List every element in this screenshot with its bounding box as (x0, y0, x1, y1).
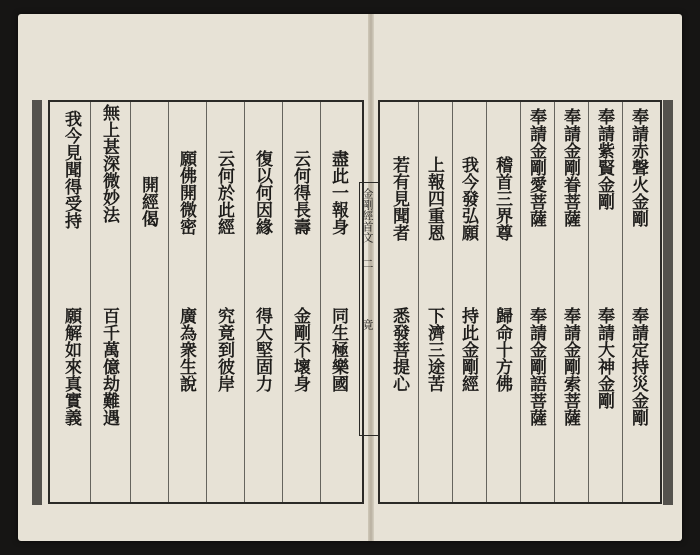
verse-line: 盡此一報身 (328, 150, 348, 235)
verse-line: 得大堅固力 (252, 307, 272, 392)
verse-line: 悉發菩提心 (389, 307, 409, 392)
column-rule (486, 102, 487, 502)
section-title: 開經偈 (138, 176, 158, 227)
verse-line: 下濟三途苦 (424, 307, 444, 392)
verse-line: 同生極樂國 (328, 307, 348, 392)
verse-line: 我今發弘願 (458, 156, 478, 241)
verse-line: 奉請金剛索菩薩 (560, 307, 580, 426)
verse-line: 復以何因緣 (252, 150, 272, 235)
verse-line: 廣為衆生說 (176, 307, 196, 392)
verse-line: 金剛不壞身 (290, 307, 310, 392)
spine-page-number: 二 (361, 258, 374, 269)
verse-line: 願佛開微密 (176, 150, 196, 235)
column-rule (588, 102, 589, 502)
verse-line: 奉請金剛眷菩薩 (560, 108, 580, 227)
verse-line: 云何得長壽 (290, 150, 310, 235)
column-rule (130, 102, 131, 502)
verse-line: 我今見聞得受持 (61, 110, 81, 229)
verse-line: 奉請定持災金剛 (628, 307, 648, 426)
verse-line: 奉請大神金剛 (594, 307, 614, 409)
verse-line: 奉請赤聲火金剛 (628, 108, 648, 227)
verse-line: 奉請金剛語菩薩 (526, 307, 546, 426)
spine-title: 金剛經首文 (361, 188, 374, 243)
column-rule (622, 102, 623, 502)
verse-line: 願解如來真實義 (61, 307, 81, 426)
column-rule (282, 102, 283, 502)
column-rule (206, 102, 207, 502)
column-rule (320, 102, 321, 502)
right-page-frame (378, 100, 662, 504)
verse-line: 歸命十方佛 (492, 307, 512, 392)
right-edge-shadow (663, 100, 673, 505)
column-rule (168, 102, 169, 502)
verse-line: 云何於此經 (214, 150, 234, 235)
open-book (18, 14, 682, 541)
verse-line: 無上甚深微妙法 (99, 104, 119, 223)
column-rule (452, 102, 453, 502)
verse-line: 奉請紫賢金剛 (594, 108, 614, 210)
verse-line: 奉請金剛愛菩薩 (526, 108, 546, 227)
verse-line: 百千萬億劫難遇 (99, 307, 119, 426)
spine-mark: 竟 (361, 319, 374, 330)
column-rule (418, 102, 419, 502)
left-edge-shadow (32, 100, 42, 505)
verse-line: 上報四重恩 (424, 156, 444, 241)
column-rule (90, 102, 91, 502)
verse-line: 若有見聞者 (389, 156, 409, 241)
column-rule (520, 102, 521, 502)
column-rule (244, 102, 245, 502)
verse-line: 持此金剛經 (458, 307, 478, 392)
column-rule (554, 102, 555, 502)
verse-line: 究竟到彼岸 (214, 307, 234, 392)
verse-line: 稽首三界尊 (492, 156, 512, 241)
left-page-frame (48, 100, 364, 504)
